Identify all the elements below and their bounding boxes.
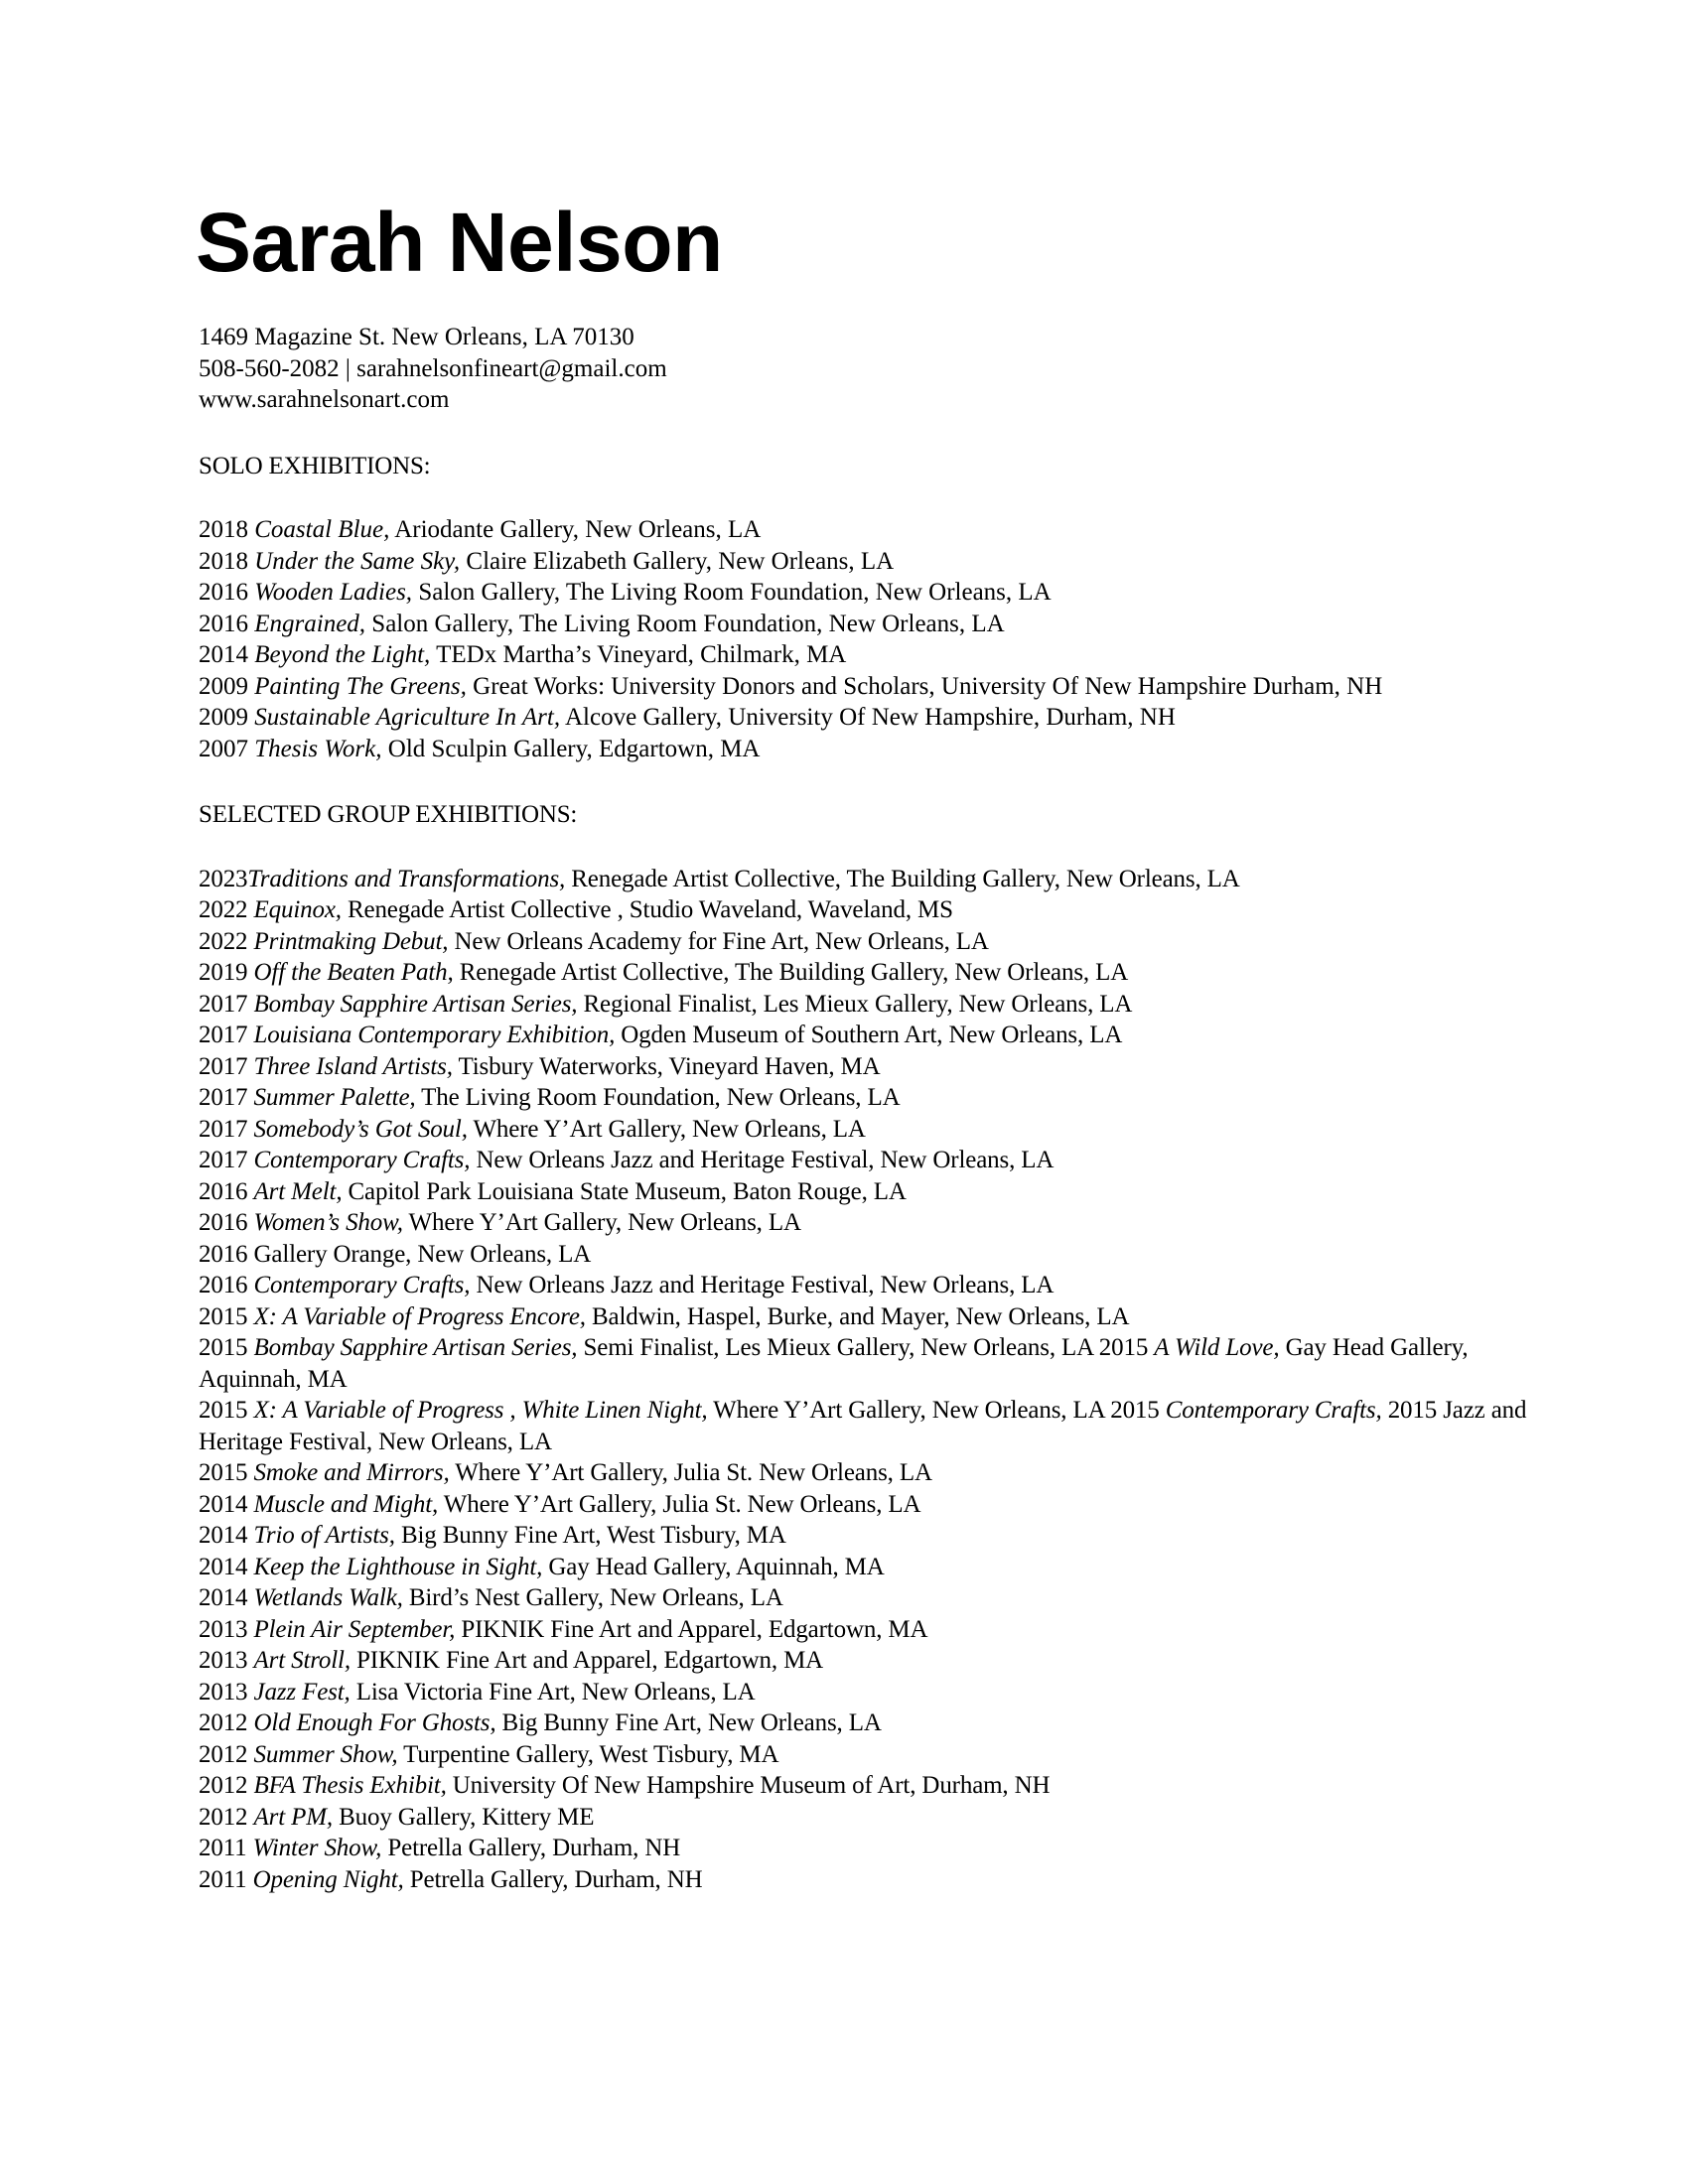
entry-title: Art Melt, (253, 1177, 343, 1205)
exhibition-entry (199, 1520, 1529, 1552)
entry-title: Painting The Greens, (254, 672, 467, 700)
entry-year: 2014 (199, 1553, 254, 1580)
entry-title: Art Stroll, (253, 1647, 351, 1674)
entry-venue: The Living Room Foundation, New Orleans, LA (415, 1084, 901, 1111)
entry-venue: Gay Head Gallery, Aquinnah, MA (542, 1553, 885, 1580)
exhibition-entry (199, 1239, 1529, 1271)
entry-year: 2009 (199, 672, 255, 700)
entry-year: 2012 (199, 1803, 254, 1831)
entry-year: 2012 (199, 1709, 254, 1736)
entry-venue: PIKNIK Fine Art and Apparel, Edgartown, MA (350, 1647, 824, 1674)
exhibition-entry (199, 1770, 1529, 1802)
entry-year: 2011 (199, 1865, 253, 1893)
entry-title: Opening Night, (252, 1865, 404, 1893)
entry-year: 2016 Gallery Orange, New Orleans, LA (199, 1240, 592, 1268)
solo-exhibitions-list (199, 514, 1529, 764)
exhibition-entry (199, 926, 1529, 958)
entry-year: 2017 (199, 1022, 254, 1048)
entry-year: 2017 (199, 1115, 254, 1143)
entry-venue: Petrella Gallery, Durham, NH (381, 1835, 681, 1861)
exhibition-entry (199, 1614, 1529, 1646)
exhibition-entry (199, 957, 1529, 989)
entry-title: Art PM, (253, 1803, 334, 1831)
entry-venue: Bird’s Nest Gallery, New Orleans, LA (402, 1584, 783, 1611)
entry-title: Engrained, (254, 610, 366, 637)
entry-venue: Where Y’Art Gallery, Julia St. New Orleans, LA (449, 1459, 932, 1486)
entry-year: 2017 (199, 1052, 254, 1080)
entry-title: Printmaking Debut, (253, 927, 449, 955)
group-exhibitions-list (199, 864, 1529, 1896)
entry-venue: Claire Elizabeth Gallery, New Orleans, LA (460, 547, 895, 575)
entry-venue: Renegade Artist Collective , Studio Waveland, Waveland, MS (341, 896, 953, 923)
exhibition-entry (199, 546, 1529, 578)
entry-venue: Alcove Gallery, University Of New Hampshire, Durham, NH (560, 704, 1176, 731)
entry-venue: TEDx Martha’s Vineyard, Chilmark, MA (430, 641, 847, 668)
exhibition-entry (199, 609, 1529, 640)
entry-title: Off the Beaten Path, (253, 959, 454, 986)
entry-venue: Tisbury Waterworks, Vineyard Haven, MA (452, 1052, 881, 1080)
entry-year: 2014 (199, 1584, 254, 1611)
exhibition-entry (199, 1020, 1529, 1051)
entry-venue: Big Bunny Fine Art, West Tisbury, MA (394, 1522, 786, 1549)
entry-year: 2015 (199, 1459, 254, 1486)
entry-title: Old Enough For Ghosts, (253, 1709, 496, 1736)
entry-title: Coastal Blue, (254, 516, 390, 543)
entry-title: A Wild Love, (1154, 1334, 1280, 1361)
entry-venue: Ariodante Gallery, New Orleans, LA (389, 516, 762, 543)
entry-title: Trio of Artists, (253, 1522, 395, 1549)
entry-year: 2012 (199, 1772, 254, 1799)
entry-title: Somebody’s Got Soul, (253, 1115, 468, 1143)
entry-year: 2017 (199, 1084, 254, 1111)
exhibition-entry (199, 671, 1529, 703)
exhibition-entry (199, 1582, 1529, 1614)
entry-venue: Where Y’Art Gallery, New Orleans, LA 2015 (707, 1397, 1166, 1424)
entry-venue: New Orleans Jazz and Heritage Festival, New Orleans, LA (470, 1147, 1055, 1173)
entry-title: Traditions and Transformations, (247, 865, 566, 892)
exhibition-entry (199, 639, 1529, 671)
entry-title: X: A Variable of Progress Encore, (253, 1302, 586, 1330)
entry-title: X: A Variable of Progress , White Linen Night, (253, 1397, 708, 1424)
entry-title: Keep the Lighthouse in Sight, (253, 1553, 543, 1580)
entry-year: 2015 (199, 1334, 254, 1361)
exhibition-entry (199, 1332, 1529, 1395)
entry-venue: Capitol Park Louisiana State Museum, Baton Rouge, LA (342, 1177, 907, 1205)
exhibition-entry (199, 577, 1529, 609)
entry-year: 2016 (199, 579, 255, 606)
exhibition-entry (199, 1145, 1529, 1176)
entry-year: 2014 (199, 641, 255, 668)
group-exhibitions-heading: SELECTED GROUP EXHIBITIONS: (199, 801, 578, 828)
exhibition-entry (199, 1176, 1529, 1208)
entry-year: 2017 (199, 1147, 254, 1173)
entry-venue: Renegade Artist Collective, The Building Gallery, New Orleans, LA (565, 865, 1240, 892)
entry-title: Contemporary Crafts, (253, 1272, 471, 1298)
entry-title: Summer Palette, (253, 1084, 416, 1111)
entry-venue: PIKNIK Fine Art and Apparel, Edgartown, MA (455, 1615, 928, 1643)
entry-title: Beyond the Light, (254, 641, 431, 668)
entry-title: Thesis Work, (254, 735, 382, 762)
entry-year: 2014 (199, 1522, 254, 1549)
entry-year: 2018 (199, 516, 255, 543)
entry-venue: Baldwin, Haspel, Burke, and Mayer, New Orleans, LA (585, 1302, 1130, 1330)
entry-title: BFA Thesis Exhibit, (253, 1772, 447, 1799)
exhibition-entry (199, 1395, 1529, 1457)
entry-title: Wooden Ladies, (254, 579, 413, 606)
entry-year: 2014 (199, 1490, 254, 1518)
entry-year: 2015 (199, 1302, 254, 1330)
entry-venue: Big Bunny Fine Art, New Orleans, LA (495, 1709, 882, 1736)
exhibition-entry (199, 1489, 1529, 1521)
entry-title: Women’s Show, (253, 1209, 403, 1236)
entry-venue: Where Y’Art Gallery, Julia St. New Orleans, LA (438, 1490, 921, 1518)
entry-year: 2022 (199, 927, 254, 955)
entry-year: 2017 (199, 990, 254, 1018)
entry-venue: Buoy Gallery, Kittery ME (333, 1803, 595, 1831)
entry-venue: Lisa Victoria Fine Art, New Orleans, LA (350, 1678, 756, 1706)
entry-title: Contemporary Crafts, (253, 1147, 471, 1173)
entry-title: Sustainable Agriculture In Art, (254, 704, 561, 731)
entry-venue: Renegade Artist Collective, The Building Gallery, New Orleans, LA (453, 959, 1129, 986)
entry-title: Under the Same Sky, (254, 547, 461, 575)
entry-year: 2013 (199, 1678, 254, 1706)
entry-year: 2018 (199, 547, 255, 575)
entry-year: 2007 (199, 735, 255, 762)
entry-title: Summer Show, (253, 1740, 398, 1768)
exhibition-entry (199, 1457, 1529, 1489)
entry-title: Smoke and Mirrors, (253, 1459, 450, 1486)
entry-venue: Old Sculpin Gallery, Edgartown, MA (381, 735, 761, 762)
entry-year: 2016 (199, 1177, 254, 1205)
entry-year: 2012 (199, 1740, 254, 1768)
entry-title: Contemporary Crafts, (1165, 1397, 1382, 1424)
exhibition-entry (199, 1864, 1529, 1896)
entry-year: 2019 (199, 959, 254, 986)
entry-venue: Regional Finalist, Les Mieux Gallery, New Orleans, LA (577, 990, 1133, 1018)
exhibition-entry (199, 1802, 1529, 1834)
entry-year: 2009 (199, 704, 255, 731)
resume-page (196, 195, 1529, 1895)
exhibition-entry (199, 1833, 1529, 1864)
exhibition-entry (199, 894, 1529, 926)
entry-year: 2016 (199, 610, 255, 637)
entry-title: Jazz Fest, (253, 1678, 351, 1706)
entry-year: 2013 (199, 1615, 254, 1643)
entry-year: 2022 (199, 896, 254, 923)
entry-venue: 2015 Jazz and Heritage Festival, New Orleans, LA (199, 1397, 1527, 1455)
exhibition-entry (199, 1739, 1529, 1771)
entry-venue: New Orleans Academy for Fine Art, New Orleans, LA (448, 927, 989, 955)
website: www.sarahnelsonart.com (199, 386, 450, 413)
entry-venue: Where Y’Art Gallery, New Orleans, LA (402, 1209, 801, 1236)
entry-title: Bombay Sapphire Artisan Series, (253, 1334, 578, 1361)
entry-venue: Where Y’Art Gallery, New Orleans, LA (467, 1115, 866, 1143)
contact-block (199, 322, 1529, 416)
exhibition-entry (199, 1051, 1529, 1083)
entry-venue: Salon Gallery, The Living Room Foundation, New Orleans, LA (365, 610, 1005, 637)
exhibition-entry (199, 514, 1529, 546)
entry-title: Wetlands Walk, (253, 1584, 403, 1611)
exhibition-entry (199, 702, 1529, 734)
entry-venue: Turpentine Gallery, West Tisbury, MA (397, 1740, 779, 1768)
exhibition-entry (199, 1207, 1529, 1239)
artist-name: Sarah Nelson (196, 196, 723, 289)
entry-venue: Salon Gallery, The Living Room Foundation, New Orleans, LA (412, 579, 1052, 606)
entry-title: Muscle and Might, (253, 1490, 439, 1518)
entry-venue: Semi Finalist, Les Mieux Gallery, New Orleans, LA 2015 (577, 1334, 1155, 1361)
entry-year: 2016 (199, 1272, 254, 1298)
exhibition-entry (199, 1677, 1529, 1708)
exhibition-entry (199, 864, 1529, 895)
entry-year: 2023 (199, 865, 248, 892)
entry-year: 2011 (199, 1835, 253, 1861)
entry-title: Three Island Artists, (253, 1052, 453, 1080)
entry-venue: Great Works: University Donors and Scholars, University Of New Hampshire Durham, NH (466, 672, 1383, 700)
entry-year: 2013 (199, 1647, 254, 1674)
address: 1469 Magazine St. New Orleans, LA 70130 (199, 324, 634, 350)
entry-year: 2015 (199, 1397, 254, 1424)
exhibition-entry (199, 1552, 1529, 1583)
exhibition-entry (199, 1082, 1529, 1114)
entry-title: Louisiana Contemporary Exhibition, (253, 1022, 616, 1048)
entry-title: Winter Show, (252, 1835, 382, 1861)
exhibition-entry (199, 1301, 1529, 1333)
exhibition-entry (199, 734, 1529, 765)
entry-venue: Ogden Museum of Southern Art, New Orleans, LA (615, 1022, 1123, 1048)
entry-title: Plein Air September, (253, 1615, 456, 1643)
exhibition-entry (199, 989, 1529, 1021)
entry-year: 2016 (199, 1209, 254, 1236)
solo-exhibitions-heading: SOLO EXHIBITIONS: (199, 452, 431, 479)
exhibition-entry (199, 1645, 1529, 1677)
entry-title: Equinox, (253, 896, 342, 923)
entry-venue: New Orleans Jazz and Heritage Festival, New Orleans, LA (470, 1272, 1055, 1298)
entry-title: Bombay Sapphire Artisan Series, (253, 990, 578, 1018)
exhibition-entry (199, 1707, 1529, 1739)
exhibition-entry (199, 1114, 1529, 1146)
entry-venue: University Of New Hampshire Museum of Art, Durham, NH (446, 1772, 1051, 1799)
exhibition-entry (199, 1270, 1529, 1301)
entry-venue: Gay Head Gallery, Aquinnah, MA (199, 1334, 1469, 1393)
phone-email: 508-560-2082 | sarahnelsonfineart@gmail.com (199, 354, 667, 382)
entry-venue: Petrella Gallery, Durham, NH (403, 1865, 703, 1893)
